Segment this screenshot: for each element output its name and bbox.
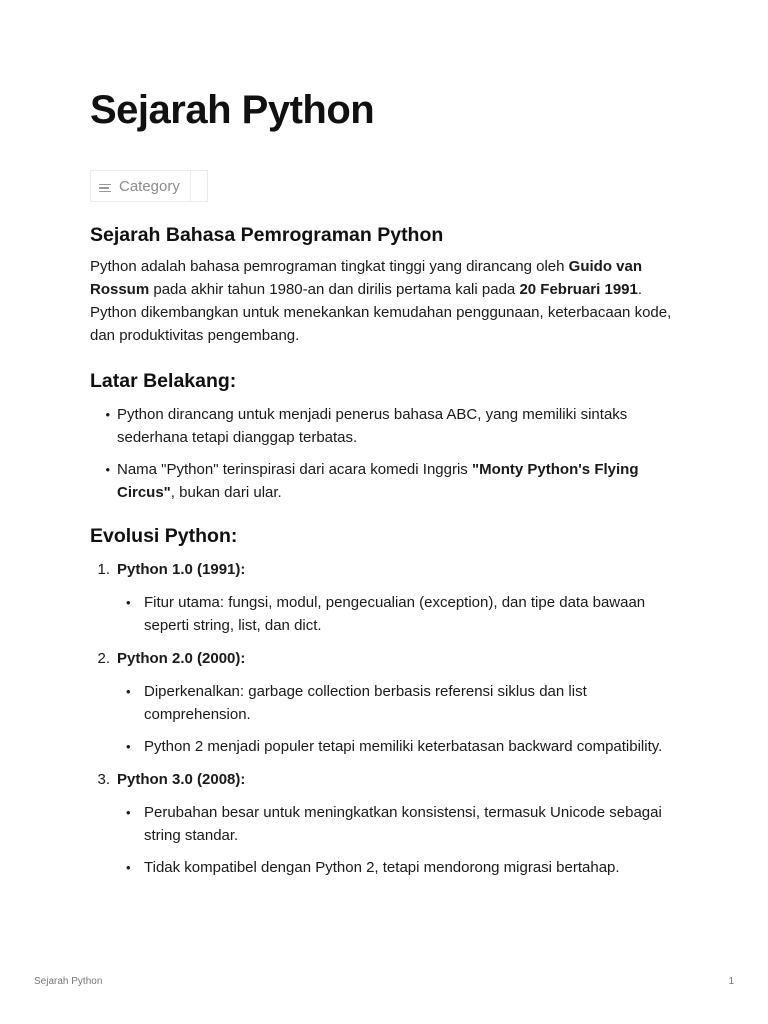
category-value-cell[interactable] xyxy=(190,171,207,201)
sub-list-item xyxy=(90,856,690,879)
list-number: 2. xyxy=(97,650,110,667)
list-item-text: Python 2 menjadi populer tetapi memiliki keterbatasan backward compatibility. xyxy=(144,738,663,755)
list-icon xyxy=(99,184,113,192)
page-title: Sejarah Python xyxy=(90,88,375,132)
footer-title: Sejarah Python xyxy=(34,976,103,987)
category-label: Category xyxy=(119,177,180,195)
text-run: Python adalah bahasa pemrograman tingkat tinggi yang dirancang oleh xyxy=(90,258,569,275)
text-bold: 20 Februari 1991 xyxy=(519,281,638,298)
category-property[interactable] xyxy=(90,170,208,202)
list-item-title: Python 1.0 (1991): xyxy=(117,561,246,578)
list-number: 3. xyxy=(97,771,110,788)
list-item-text: Perubahan besar untuk meningkatkan konsistensi, termasuk Unicode sebagai string standar. xyxy=(144,804,662,844)
list-item-text: Diperkenalkan: garbage collection berbasis referensi siklus dan list comprehension. xyxy=(144,683,587,723)
bullet-icon: • xyxy=(105,462,110,477)
intro-paragraph xyxy=(90,255,690,347)
text-run: , bukan dari ular. xyxy=(170,484,282,501)
bullet-icon: • xyxy=(126,739,131,754)
text-run: Nama "Python" terinspirasi dari acara komedi Inggris xyxy=(117,461,472,478)
text-bold: Guido van Rossum xyxy=(90,258,643,298)
sub-list-item xyxy=(90,680,690,726)
section-heading-history: Sejarah Bahasa Pemrograman Python xyxy=(90,224,444,246)
section-heading-evolution: Evolusi Python: xyxy=(90,525,238,547)
bullet-icon: • xyxy=(126,595,131,610)
list-number: 1. xyxy=(97,561,110,578)
bullet-icon: • xyxy=(126,860,131,875)
bullet-icon: • xyxy=(105,407,110,422)
document-body xyxy=(90,222,690,879)
section-heading-background: Latar Belakang: xyxy=(90,370,237,392)
sub-list-item xyxy=(90,801,690,847)
text-run: . Python dikembangkan untuk menekankan kemudahan penggunaan, keterbacaan kode, dan produktivitas pengembang. xyxy=(90,281,672,344)
list-item xyxy=(90,558,690,581)
list-item xyxy=(90,403,690,449)
bullet-icon: • xyxy=(126,805,131,820)
list-item-text: Tidak kompatibel dengan Python 2, tetapi mendorong migrasi bertahap. xyxy=(144,859,620,876)
list-item xyxy=(90,647,690,670)
page-number: 1 xyxy=(728,976,734,987)
text-run: pada akhir tahun 1980-an dan dirilis pertama kali pada xyxy=(149,281,520,298)
list-item-text: Fitur utama: fungsi, modul, pengecualian (exception), dan tipe data bawaan seperti string, list, dan dict. xyxy=(144,594,646,634)
list-item-title: Python 3.0 (2008): xyxy=(117,771,246,788)
list-item xyxy=(90,768,690,791)
bullet-icon: • xyxy=(126,684,131,699)
text-bold: "Monty Python's Flying Circus" xyxy=(117,461,639,501)
list-item-title: Python 2.0 (2000): xyxy=(117,650,246,667)
list-item xyxy=(90,458,690,504)
sub-list-item xyxy=(90,735,690,758)
sub-list-item xyxy=(90,591,690,637)
list-item-text: Python dirancang untuk menjadi penerus bahasa ABC, yang memiliki sintaks sederhana tetapi dianggap terbatas. xyxy=(117,406,628,446)
